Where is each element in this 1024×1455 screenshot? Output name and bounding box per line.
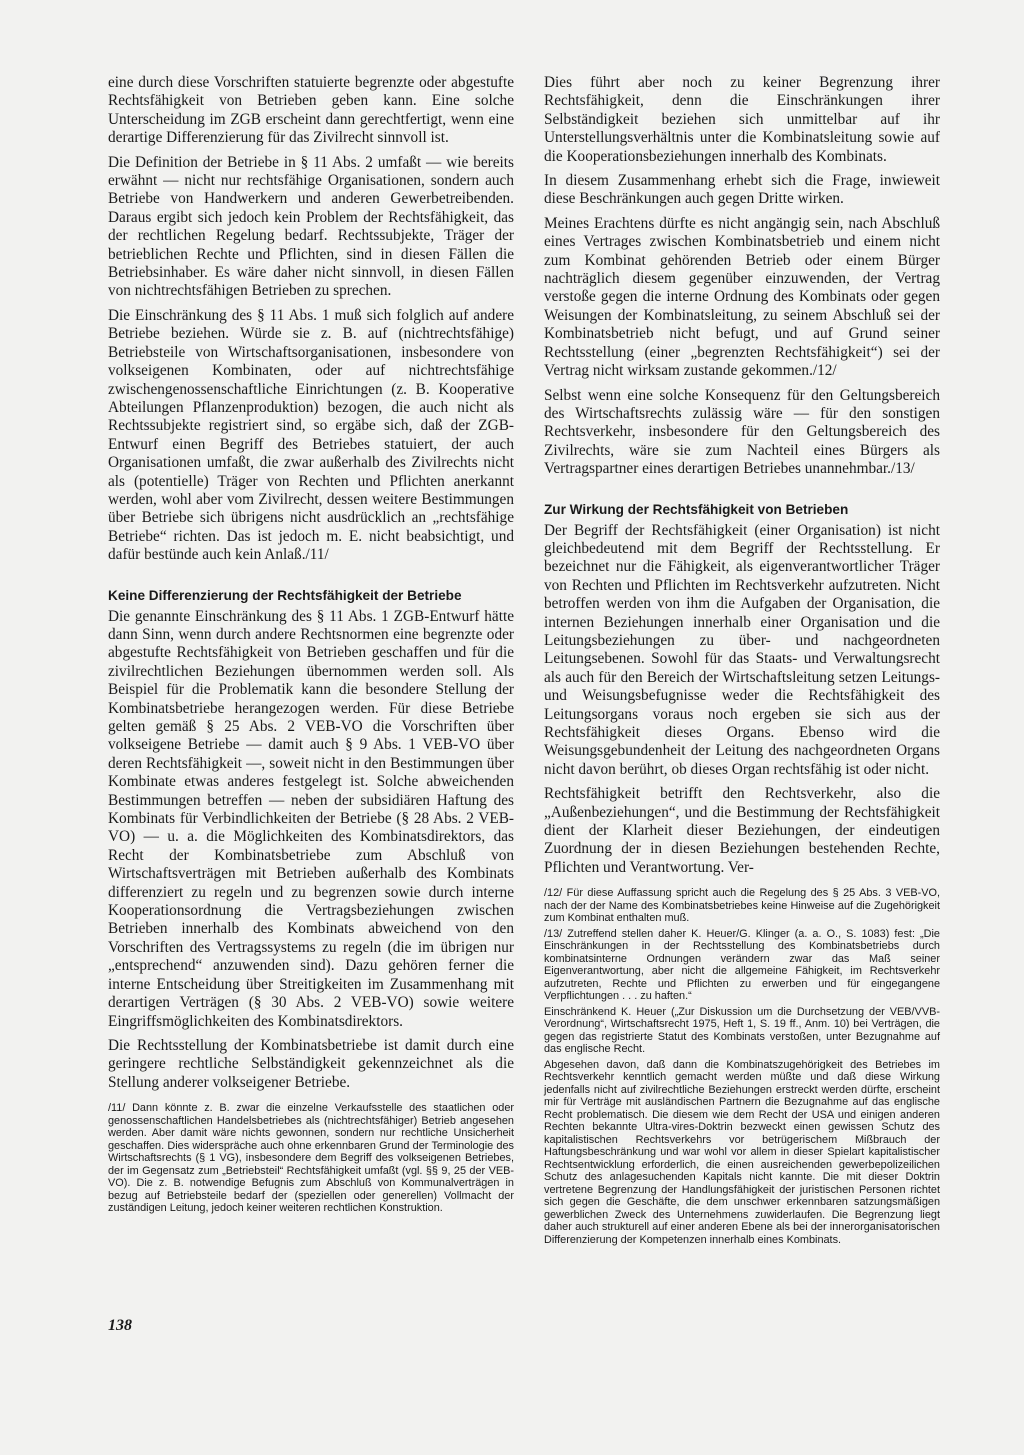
- footnote-right-0: /12/ Für diese Auffassung spricht auch die Regelung des § 25 Abs. 3 VEB-VO, nach der der Name des Kombinatsbetriebes keine Hinweise auf die Zugehörigkeit zum Kombinat enthalten muß.: [544, 887, 940, 925]
- paragraph-right-5: Der Begriff der Rechtsfähigkeit (einer Organisation) ist nicht gleichbedeutend mit dem Begriff der Rechtsstellung. Er bezeichnet nur die Fähigkeit, als eigenverantwortlicher Träger von Rechten und Pflichten im Rechtsverkehr aufzutreten. Nicht betroffen werden von ihm die Aufgaben der Organisation, die internen Beziehungen innerhalb einer Organisation und die Leitungsbeziehungen zu über- und nachgeordneten Leitungsebenen. Sowohl für das Staats- und Verwaltungsrecht als auch für den Bereich der Wirtschaftsleitung setzen Leitungs- und Weisungsbefugnisse weder die Rechtsfähigkeit des Leitungsorgans voraus noch ergeben sie sich aus der Rechtsfähigkeit dieses Organs. Ebenso wird die Weisungsgebundenheit der Leitung des nachgeordneten Organs nicht davon berührt, ob dieses Organ rechtsfähig ist oder nicht.: [544, 521, 940, 778]
- paragraph-left-1: Die Definition der Betriebe in § 11 Abs. 2 umfaßt — wie bereits erwähnt — nicht nur rechtsfähige Organisationen, sondern auch Betriebe von Handwerkern und anderen Gewerbetreibenden. Daraus ergibt sich jedoch kein Problem der Rechtsfähigkeit, das der rechtlichen Regelung bedarf. Rechtssubjekte, Träger der betrieblichen Rechte und Pflichten, sind in diesen Fällen die Betriebsinhaber. Es wäre daher nicht sinnvoll, in diesen Fällen von nichtrechtsfähigen Betrieben zu sprechen.: [108, 153, 514, 300]
- left-footnotes: [108, 1102, 514, 1215]
- right-footnotes: [544, 887, 940, 1246]
- footnote-right-1: /13/ Zutreffend stellen daher K. Heuer/G. Klinger (a. a. O., S. 1083) fest: „Die Einschränkungen in der Rechtsstellung des Kombinatsbetriebs durch kombinatsinterne Ordnungen verändern zwar das Maß seiner Eigenverantwortung, aber nicht die allgemeine Fähigkeit, im Rechtsverkehr aufzutreten, Rechte und Pflichten zu erwerben und für eingegangene Verpflichtungen . . . zu haften.“: [544, 927, 940, 1003]
- paragraph-left-0: eine durch diese Vorschriften statuierte begrenzte oder abgestufte Rechtsfähigkeit von Betrieben geben kann. Eine solche Unterscheidung im ZGB erscheint dann gerechtfertigt, wenn eine derartige Differenzierung für das Zivilrecht sinnvoll ist.: [108, 74, 514, 147]
- page-number: 138: [108, 1317, 132, 1334]
- right-column: [544, 74, 940, 1249]
- section-heading-left-3: Keine Differenzierung der Rechtsfähigkeit der Betriebe: [108, 587, 462, 603]
- right-column-body: [544, 74, 940, 877]
- paragraph-right-2: Meines Erachtens dürfte es nicht angängig sein, nach Abschluß eines Vertrages zwischen Kombinatsbetrieb und einem nicht zum Kombinat gehörenden Betrieb oder einem Bürger nachträglich diesem gegenüber einzuwenden, der Vertrag verstoße gegen die interne Ordnung des Kombinats oder gegen Weisungen der Kombinatsleitung, zu seinem Abschluß sei der Kombinatsbetrieb nicht befugt, und auf Grund seiner Rechtsstellung (einer „begrenzten Rechtsfähigkeit“) sei der Vertrag nicht wirksam zustande gekommen./12/: [544, 214, 940, 380]
- left-column-body: [108, 74, 514, 1092]
- footnote-left-0: /11/ Dann könnte z. B. zwar die einzelne Verkaufsstelle des staatlichen oder genossenschaftlichen Handelsbetriebes als (nichtrechtsfähiger) Betrieb angesehen werden. Aber damit wäre nichts gewonnen, sondern nur rechtliche Unsicherheit geschaffen. Dies widerspräche auch ohne erkennbaren Grund der Terminologie des Wirtschaftsrechts (§ 1 VG), insbesondere dem Begriff des volkseigenen Betriebes, der im Gegensatz zum „Betriebsteil“ Rechtsfähigkeit umfaßt (vgl. §§ 9, 25 der VEB-VO). Die z. B. notwendige Befugnis zum Abschluß von Kommunalverträgen in bezug auf Betriebsteile bedarf der (speziellen oder generellen) Vollmacht der zuständigen Leitung, jedoch keiner weiteren rechtlichen Konstruktion.: [108, 1102, 514, 1215]
- left-column: [108, 74, 514, 1218]
- section-heading-right-4: Zur Wirkung der Rechtsfähigkeit von Betrieben: [544, 501, 849, 517]
- footnote-right-2: Einschränkend K. Heuer („Zur Diskussion um die Durchsetzung der VEB/VVB-Verordnung“, Wirtschaftsrecht 1975, Heft 1, S. 19 ff., Anm. 10) bei Verträgen, die gegen das registrierte Statut des Kombinats verstoßen, unter Bezugnahme auf das englische Recht.: [544, 1005, 940, 1056]
- paragraph-right-1: In diesem Zusammenhang erhebt sich die Frage, inwieweit diese Beschränkungen auch gegen Dritte wirken.: [544, 172, 940, 208]
- paragraph-right-6: Rechtsfähigkeit betrifft den Rechtsverkehr, also die „Außenbeziehungen“, und die Bestimmung der Rechtsfähigkeit dient der Klarheit dieser Beziehungen, der eindeutigen Zuordnung der in diesen Beziehungen bestehenden Rechte, Pflichten und Verantwortung. Ver-: [544, 785, 940, 876]
- paragraph-left-2: Die Einschränkung des § 11 Abs. 1 muß sich folglich auf andere Betriebe beziehen. Würde sie z. B. auf (nichtrechtsfähige) Betriebsteile von Wirtschaftsorganisationen, insbesondere von volkseigenen Kombinaten, oder auf nichtrechtsfähige zwischengenossenschaftliche Einrichtungen (z. B. Kooperative Abteilungen Pflanzenproduktion) bezogen, die auch nicht als Rechtssubjekte registriert sind, so ergäbe sich, daß der ZGB-Entwurf einen Begriff des Betriebes statuiert, der auch Organisationen umfaßt, die zwar außerhalb des Zivilrechts nicht als (potentielle) Träger von Rechten und Pflichten anerkannt werden, wohl aber vom Zivilrecht, dessen weitere Bestimmungen über Betriebe sich übrigens nicht ausdrücklich an „rechtsfähige Betriebe“ richten. Das ist jedoch m. E. nicht beabsichtigt, und dafür bestünde auch kein Anlaß./11/: [108, 306, 514, 564]
- paragraph-left-4: Die genannte Einschränkung des § 11 Abs. 1 ZGB-Entwurf hätte dann Sinn, wenn durch andere Rechtsnormen eine begrenzte oder abgestufte Rechtsfähigkeit von Betrieben geschaffen und für die zivilrechtlichen Beziehungen übernommen werden soll. Als Beispiel für die Problematik kann die besondere Stellung der Kombinatsbetriebe herangezogen werden. Für diese Betriebe gelten gemäß § 25 Abs. 2 VEB-VO die Vorschriften über volkseigene Betriebe — damit auch § 9 Abs. 1 VEB-VO über deren Rechtsfähigkeit —, soweit nicht in den Bestimmungen über Kombinate etwas anderes festgelegt ist. Solche abweichenden Bestimmungen betreffen — neben der subsidiären Haftung des Kombinats für Verbindlichkeiten der Betriebe (§ 28 Abs. 2 VEB-VO) — u. a. die Möglichkeiten des Kombinatsdirektors, das Recht der Kombinatsbetriebe zum Abschluß von Wirtschaftsverträgen mit Betrieben außerhalb des Kombinats differenziert zu regeln und zu begrenzen sowie durch interne Kooperationsordnung die Vertragsbeziehungen zwischen Betrieben innerhalb des Kombinats abweichend von den Vorschriften des Vertragssystems zu regeln (die im übrigen nur „entsprechend“ anzuwenden sind). Dazu gehören ferner die interne Entscheidung über Streitigkeiten im Zusammenhang mit derartigen Verträgen (§ 30 Abs. 2 VEB-VO) sowie weitere Eingriffsmöglichkeiten des Kombinatsdirektors.: [108, 607, 514, 1030]
- paragraph-left-5: Die Rechtsstellung der Kombinatsbetriebe ist damit durch eine geringere rechtliche Selbständigkeit gekennzeichnet als die Stellung anderer volkseigener Betriebe.: [108, 1036, 514, 1091]
- footnote-right-3: Abgesehen davon, daß dann die Kombinatszugehörigkeit des Betriebes im Rechtsverkehr kenntlich gemacht werden müßte und daß diese Wirkung jedenfalls nicht auf zivilrechtliche Beziehungen erstreckt werden dürfte, erscheint mir für Verträge mit ausländischen Partnern die Bezugnahme auf das englische Recht problematisch. Die diesem wie dem Recht der USA und einigen anderen Rechten bekannte Ultra-vires-Doktrin bezweckt einen gewissen Schutz des kapitalistischen Rechtsverkehrs vor betrügerischem Mißbrauch der Haftungsbeschränkung und war wohl vor allem in dieser Spielart kapitalistischer Rechtsentwicklung erforderlich, die einen ausreichenden gewerbepolizeilichen Schutz des anlagesuchenden Kapitals nicht kannte. Die mit dieser Doktrin vertretene Begrenzung der Handlungsfähigkeit der juristischen Personen richtet sich gegen die Geschäfte, die dem unschwer erkennbaren satzungsmäßigen gewerblichen Zweck des Unternehmens zuwiderlaufen. Die Begrenzung liegt daher auch strukturell auf einer anderen Ebene als bei der innerorganisatorischen Differenzierung der Kompetenzen innerhalb eines Kombinats.: [544, 1058, 940, 1246]
- paragraph-right-0: Dies führt aber noch zu keiner Begrenzung ihrer Rechtsfähigkeit, denn die Einschränkungen ihrer Selbständigkeit beziehen sich unmittelbar auf ihr Unterstellungsverhältnis unter die Kombinatsleitung sowie auf die Kooperationsbeziehungen innerhalb des Kombinats.: [544, 74, 940, 165]
- paragraph-right-3: Selbst wenn eine solche Konsequenz für den Geltungsbereich des Wirtschaftsrechts zulässig wäre — für den sonstigen Rechtsverkehr, insbesondere für den Geltungsbereich des Zivilrechts, wäre sie zum Nachteil eines Bürgers als Vertragspartner eines derartigen Betriebes unannehmbar./13/: [544, 386, 940, 478]
